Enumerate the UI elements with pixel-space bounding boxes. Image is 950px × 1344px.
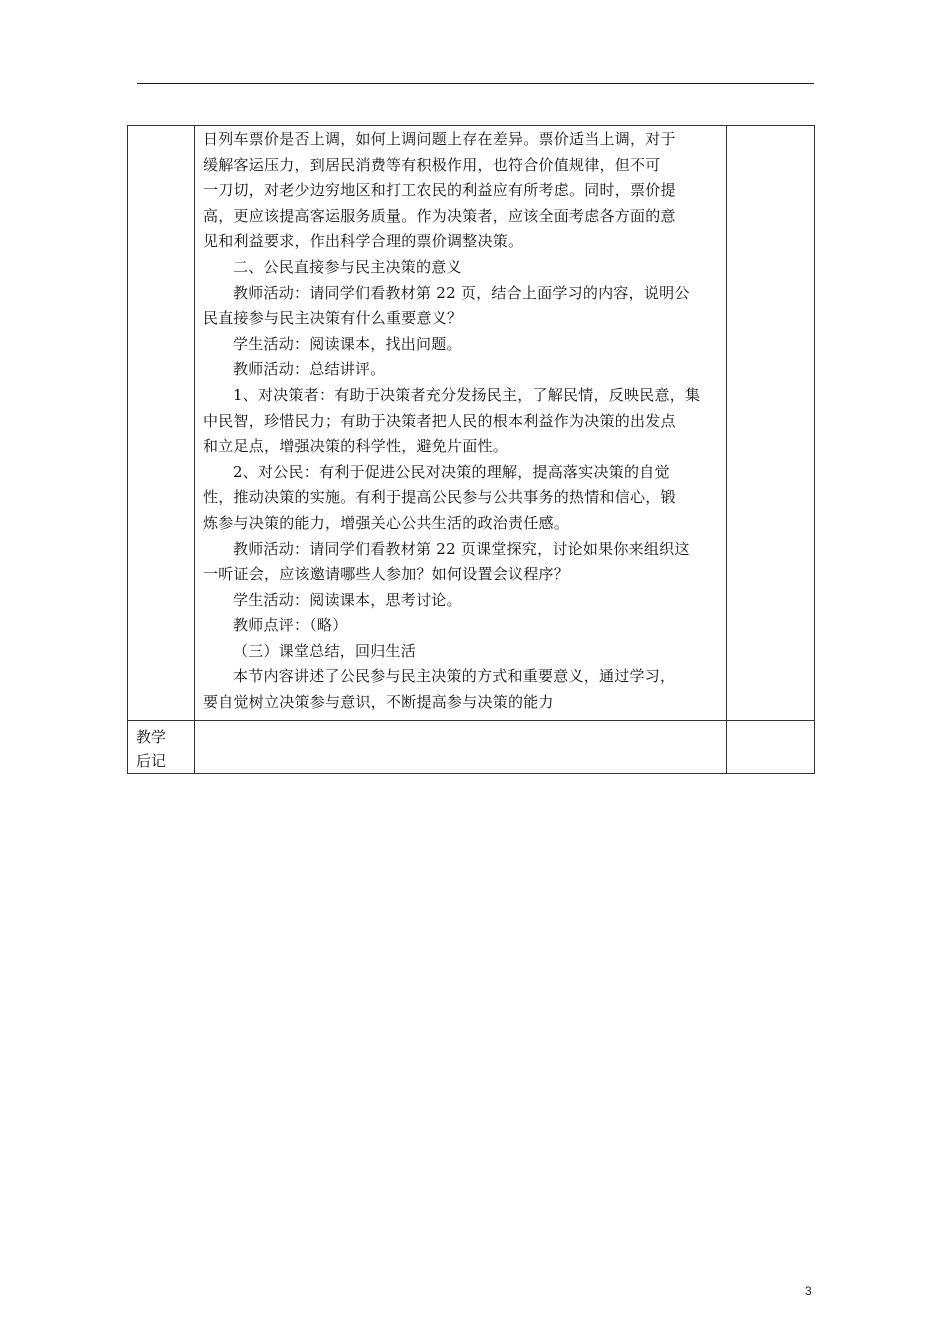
lesson-text-line: 见和利益要求，作出科学合理的票价调整决策。	[203, 232, 524, 251]
teaching-notes-label-cell	[128, 720, 195, 773]
header-rule	[137, 83, 814, 84]
lesson-text-line: 教师点评：（略）	[233, 616, 348, 635]
left-label-cell	[128, 126, 195, 721]
teaching-notes-right-cell	[727, 720, 815, 773]
lesson-text-block	[195, 126, 726, 720]
lesson-text-line: 中民智，珍惜民力；有助于决策者把人民的根本利益作为决策的出发点	[203, 411, 676, 430]
lesson-text-line: 高，更应该提高客运服务质量。作为决策者，应该全面考虑各方面的意	[203, 206, 676, 225]
lesson-text-line: 本节内容讲述了公民参与民主决策的方式和重要意义，通过学习，	[233, 667, 676, 686]
lesson-text-line: 一听证会，应该邀请哪些人参加？如何设置会议程序？	[203, 565, 570, 584]
lesson-text-line: 1、对决策者：有助于决策者充分发扬民主，了解民情，反映民意，集	[233, 385, 701, 404]
lesson-text-line: 和立足点，增强决策的科学性，避免片面性。	[203, 437, 509, 456]
lesson-content-row	[128, 126, 815, 721]
teaching-notes-label-line1: 教学	[136, 727, 167, 746]
lesson-text-line: 教师活动：总结讲评。	[233, 360, 386, 379]
lesson-text-line: 二、公民直接参与民主决策的意义	[233, 257, 462, 276]
lesson-text-line: 学生活动：阅读课本，找出问题。	[233, 334, 462, 353]
lesson-text-line: 教师活动：请同学们看教材第 22 页课堂探究，讨论如果你来组织这	[233, 539, 690, 558]
lesson-text-line: 缓解客运压力，到居民消费等有积极作用，也符合价值规律，但不可	[203, 155, 661, 174]
right-notes-cell	[727, 126, 815, 721]
lesson-text-line: 民直接参与民主决策有什么重要意义？	[203, 309, 463, 328]
teaching-notes-row	[128, 720, 815, 773]
lesson-text-line: 教师活动：请同学们看教材第 22 页，结合上面学习的内容，说明公	[233, 283, 690, 302]
lesson-text-line: 日列车票价是否上调，如何上调问题上存在差异。票价适当上调，对于	[203, 130, 676, 148]
lesson-text-line: （三）课堂总结，回归生活	[233, 641, 417, 660]
lesson-text-line: 性，推动决策的实施。有利于提高公民参与公共事务的热情和信心，锻	[203, 488, 676, 507]
teaching-notes-label-line2: 后记	[136, 751, 167, 770]
lesson-content-cell	[195, 126, 727, 721]
page-number: 3	[805, 1284, 812, 1298]
lesson-text-line: 要自觉树立决策参与意识，不断提高参与决策的能力	[203, 693, 554, 712]
lesson-text-line: 学生活动：阅读课本，思考讨论。	[233, 590, 462, 609]
lesson-text-line: 2、对公民：有利于促进公民对决策的理解，提高落实决策的自觉	[233, 462, 670, 481]
teaching-notes-content-cell	[195, 720, 727, 773]
lesson-text-line: 炼参与决策的能力，增强关心公共生活的政治责任感。	[203, 513, 570, 532]
lesson-plan-table	[127, 125, 815, 774]
lesson-text-line: 一刀切，对老少边穷地区和打工农民的利益应有所考虑。同时，票价提	[203, 181, 676, 200]
